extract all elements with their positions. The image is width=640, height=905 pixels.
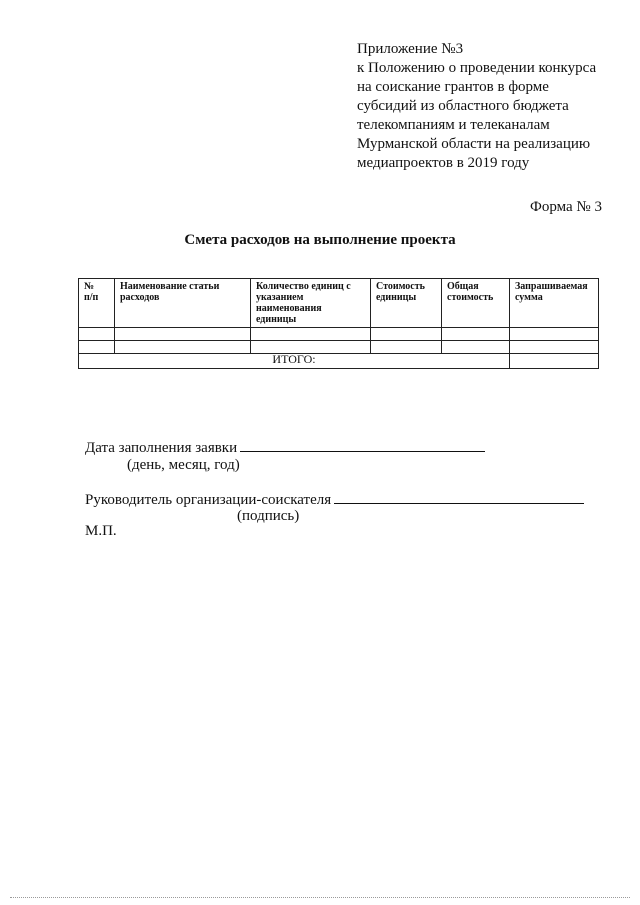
date-hint: (день, месяц, год) bbox=[127, 457, 240, 473]
appendix-line: субсидий из областного бюджета bbox=[357, 98, 569, 114]
table-row bbox=[79, 328, 599, 341]
table-total-row bbox=[79, 354, 599, 369]
table-header-row bbox=[79, 279, 599, 328]
scan-edge-artifact bbox=[10, 897, 630, 900]
total-value-cell bbox=[510, 354, 599, 369]
date-label: Дата заполнения заявки bbox=[85, 440, 238, 456]
header-expense-item: Наименование статьи расходов bbox=[115, 279, 251, 328]
header-unit-count: Количество единиц с указанием наименования единицы bbox=[251, 279, 371, 328]
header-unit-cost: Стоимость единицы bbox=[371, 279, 442, 328]
table-row bbox=[79, 341, 599, 354]
signature-line bbox=[334, 490, 584, 504]
signature-hint: (подпись) bbox=[237, 508, 300, 524]
appendix-line: Приложение №3 bbox=[357, 41, 464, 57]
date-line bbox=[240, 438, 485, 452]
date-field bbox=[85, 438, 485, 457]
header-number: № п/п bbox=[79, 279, 115, 328]
document-title: Смета расходов на выполнение проекта bbox=[184, 232, 456, 248]
total-label: ИТОГО: bbox=[79, 354, 510, 369]
seal-mark: М.П. bbox=[85, 523, 117, 539]
appendix-line: Мурманской области на реализацию bbox=[357, 136, 591, 152]
form-number: Форма № 3 bbox=[530, 199, 602, 215]
appendix-line: телекомпаниям и телеканалам bbox=[357, 117, 550, 133]
appendix-line: на соискание грантов в форме bbox=[357, 79, 549, 95]
appendix-block bbox=[357, 40, 627, 173]
header-total-cost: Общая стоимость bbox=[442, 279, 510, 328]
appendix-line: медиапроектов в 2019 году bbox=[357, 155, 530, 171]
appendix-line: к Положению о проведении конкурса bbox=[357, 60, 597, 76]
header-requested-sum: Запрашиваемая сумма bbox=[510, 279, 599, 328]
budget-table bbox=[78, 278, 599, 369]
head-field bbox=[85, 490, 584, 509]
head-label: Руководитель организации-соискателя bbox=[85, 492, 332, 508]
